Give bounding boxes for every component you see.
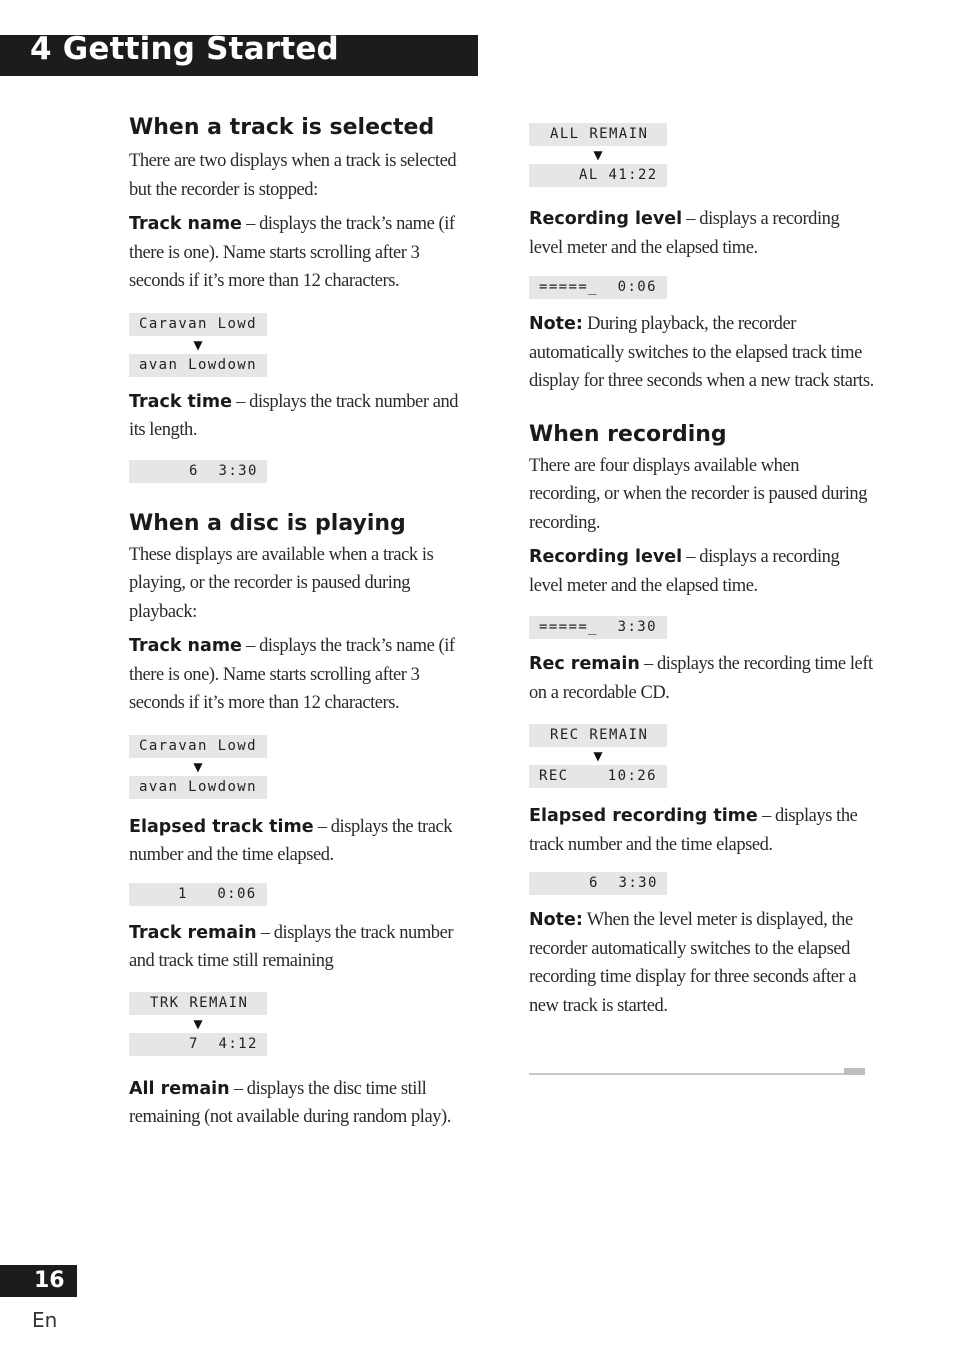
all-remain-desc: – displays the disc time still remaining (not available during random play). <box>129 1078 451 1127</box>
left-column <box>129 113 474 1132</box>
elapsed-recording-time-paragraph <box>529 802 874 859</box>
elapsed-track-time-desc: – displays the track number and the time elapsed. <box>129 816 453 865</box>
lcd-display: 1 0:06 <box>129 883 267 906</box>
section-heading-when-recording: When recording <box>529 421 727 447</box>
language-label: En <box>32 1308 58 1332</box>
track-name-display-group <box>129 313 474 377</box>
lcd-display: avan Lowdown <box>129 776 267 799</box>
section-end-rule <box>529 1073 865 1075</box>
note-recording-paragraph <box>529 906 874 1020</box>
section-heading-disc-playing: When a disc is playing <box>129 510 406 536</box>
all-remain-display-group <box>529 123 874 187</box>
down-arrow-icon: ▼ <box>193 337 203 352</box>
page-number: 16 <box>34 1268 65 1293</box>
rec-remain-paragraph <box>529 650 874 707</box>
section-heading-track-selected: When a track is selected <box>129 115 435 140</box>
lcd-display: =====_ 3:30 <box>529 616 667 639</box>
note-desc: During playback, the recorder automatically switches to the elapsed track time display for three seconds when a new track starts. <box>529 314 874 391</box>
elapsed-recording-time-term: Elapsed recording time <box>529 806 758 826</box>
track-name-paragraph <box>129 210 474 296</box>
note-playback-paragraph <box>529 310 874 396</box>
track-name-display-group <box>129 735 474 799</box>
recording-level-paragraph <box>529 543 874 600</box>
section-intro-track-selected: There are two displays when a track is selected but the recorder is stopped: <box>129 151 457 200</box>
elapsed-track-time-term: Elapsed track time <box>129 816 314 837</box>
track-name-term: Track name <box>129 214 242 234</box>
track-name-paragraph <box>129 632 474 718</box>
elapsed-recording-time-desc: – displays the track number and the time elapsed. <box>529 806 858 855</box>
track-time-desc: – displays the track number and its length. <box>129 391 459 440</box>
rec-remain-desc: – displays the recording time left on a recordable CD. <box>529 654 873 703</box>
note-desc: When the level meter is displayed, the recorder automatically switches to the elapsed recording time display for three seconds after a new track is started. <box>529 910 857 1016</box>
section-intro-disc-playing: These displays are available when a track is playing, or the recorder is paused during playback: <box>129 544 434 622</box>
all-remain-paragraph <box>129 1075 474 1132</box>
down-arrow-icon: ▼ <box>593 148 603 162</box>
all-remain-term: All remain <box>129 1078 230 1099</box>
track-name-desc: – displays the track’s name (if there is one). Name starts scrolling after 3 seconds if it’s more than 12 characters. <box>129 214 455 291</box>
lcd-display: 7 4:12 <box>129 1033 267 1056</box>
recording-level-paragraph <box>529 205 874 262</box>
recording-level-desc: – displays a recording level meter and the elapsed time. <box>529 209 840 258</box>
lcd-display: ALL REMAIN <box>529 123 667 146</box>
track-remain-paragraph <box>129 919 474 976</box>
track-time-paragraph <box>129 388 474 445</box>
down-arrow-icon: ▼ <box>593 749 603 763</box>
chapter-title: 4 Getting Started <box>30 31 339 67</box>
lcd-display: 6 3:30 <box>529 872 667 895</box>
lcd-display: =====_ 0:06 <box>529 276 667 299</box>
track-remain-display-group <box>129 992 474 1056</box>
lcd-display: avan Lowdown <box>129 354 267 377</box>
track-remain-term: Track remain <box>129 922 257 943</box>
lcd-display: REC 10:26 <box>529 765 667 788</box>
lcd-display: Caravan Lowd <box>129 313 267 336</box>
note-term: Note: <box>529 910 583 930</box>
lcd-display: REC REMAIN <box>529 724 667 747</box>
track-name-desc: – displays the track’s name (if there is one). Name starts scrolling after 3 seconds if it’s more than 12 characters. <box>129 636 455 713</box>
section-intro-when-recording: There are four displays available when recording, or when the recorder is paused during recording. <box>529 455 867 533</box>
recording-level-term: Recording level <box>529 209 683 229</box>
lcd-display: TRK REMAIN <box>129 992 267 1015</box>
track-time-term: Track time <box>129 391 233 412</box>
recording-level-term: Recording level <box>529 547 683 567</box>
right-column <box>529 123 874 1020</box>
recording-level-desc: – displays a recording level meter and the elapsed time. <box>529 547 840 596</box>
rec-remain-term: Rec remain <box>529 654 640 674</box>
down-arrow-icon: ▼ <box>193 1016 203 1031</box>
elapsed-track-time-paragraph <box>129 813 474 870</box>
track-name-term: Track name <box>129 636 242 656</box>
lcd-display: 6 3:30 <box>129 460 267 483</box>
down-arrow-icon: ▼ <box>193 759 203 774</box>
note-term: Note: <box>529 314 583 334</box>
lcd-display: AL 41:22 <box>529 164 667 187</box>
rec-remain-display-group <box>529 724 874 788</box>
section-end-mark <box>844 1068 865 1075</box>
lcd-display: Caravan Lowd <box>129 735 267 758</box>
track-remain-desc: – displays the track number and track time still remaining <box>129 922 454 971</box>
